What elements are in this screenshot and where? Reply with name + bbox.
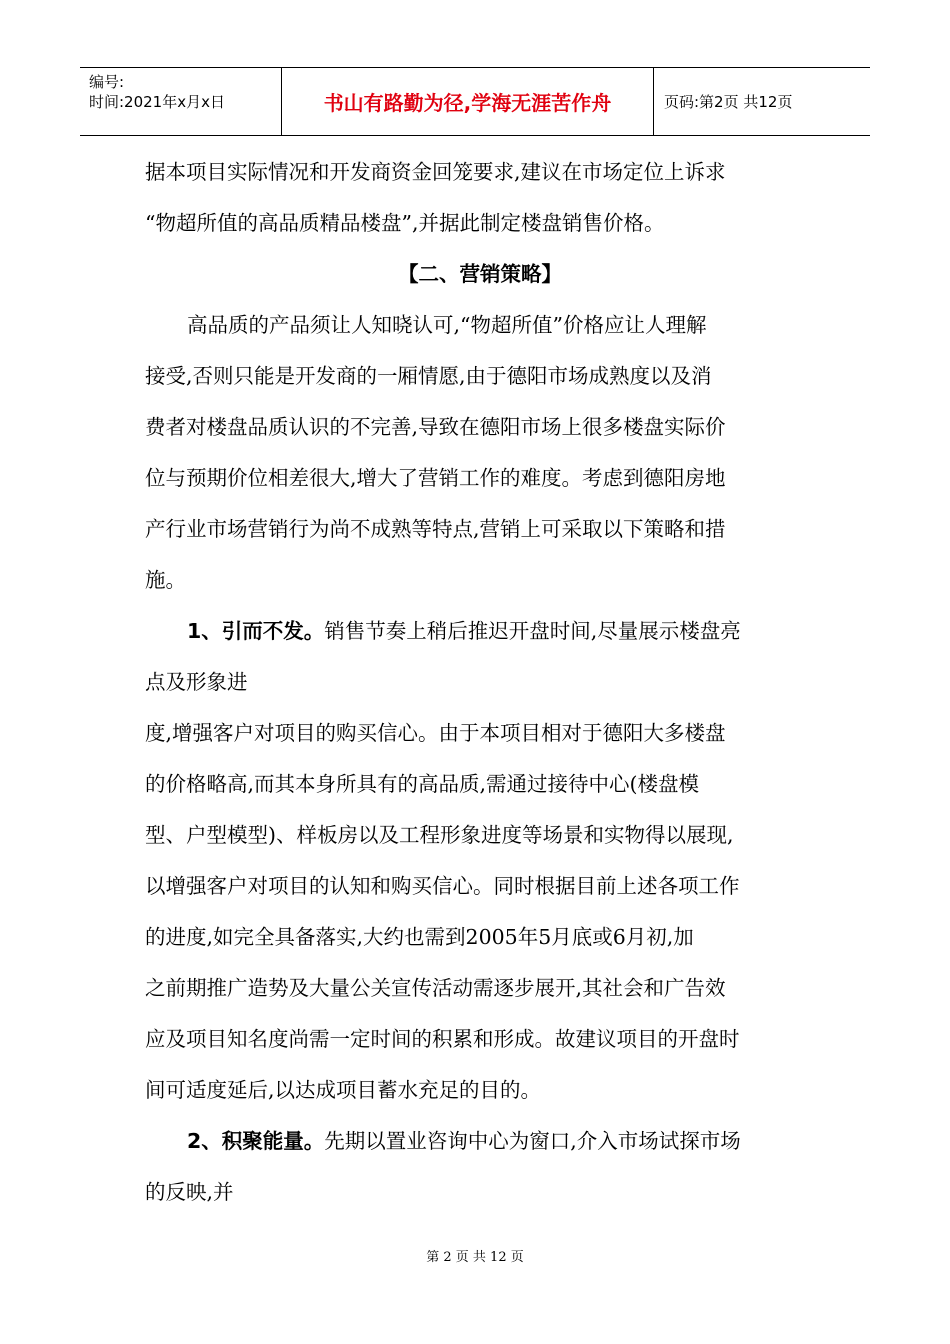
document-body — [145, 147, 815, 1218]
header-page-info: 页码:第2页 共12页 — [664, 93, 793, 111]
paragraph-line: 的反映,并 — [145, 1180, 234, 1204]
page-header — [80, 67, 870, 136]
paragraph-line: 据本项目实际情况和开发商资金回笼要求,建议在市场定位上诉求 — [145, 160, 726, 184]
item-text: 先期以置业咨询中心为窗口,介入市场试探市场 — [324, 1129, 741, 1153]
paragraph-line — [145, 606, 815, 657]
paragraph-line — [145, 1116, 815, 1167]
header-motto: 书山有路勤为径,学海无涯苦作舟 — [281, 68, 654, 135]
paragraph-line: 的价格略高,而其本身所具有的高品质,需通过接待中心(楼盘模 — [145, 772, 700, 796]
paragraph-line: 费者对楼盘品质认识的不完善,导致在德阳市场上很多楼盘实际价 — [145, 415, 726, 439]
paragraph-line: 高品质的产品须让人知晓认可,“物超所值”价格应让人理解 — [187, 313, 707, 337]
paragraph-line: 点及形象进 — [145, 670, 248, 694]
paragraph-line: 型、户型模型)、样板房以及工程形象进度等场景和实物得以展现, — [145, 823, 734, 847]
paragraph-line: 位与预期价位相差很大,增大了营销工作的难度。考虑到德阳房地 — [145, 466, 726, 490]
paragraph-line: 的进度,如完全具备落实,大约也需到2005年5月底或6月初,加 — [145, 925, 694, 949]
paragraph-line: 施。 — [145, 568, 186, 592]
item-heading: 2、积聚能量。 — [187, 1129, 325, 1153]
item-heading: 1、引而不发。 — [187, 619, 325, 643]
document-time-label: 时间:2021年x月x日 — [89, 93, 225, 111]
paragraph-line: 之前期推广造势及大量公关宣传活动需逐步展开,其社会和广告效 — [145, 976, 726, 1000]
paragraph-line: 度,增强客户对项目的购买信心。由于本项目相对于德阳大多楼盘 — [145, 721, 726, 745]
paragraph-line: 间可适度延后,以达成项目蓄水充足的目的。 — [145, 1078, 542, 1102]
paragraph-line: 接受,否则只能是开发商的一厢情愿,由于德阳市场成熟度以及消 — [145, 364, 712, 388]
paragraph-line: “物超所值的高品质精品楼盘”,并据此制定楼盘销售价格。 — [145, 211, 665, 235]
paragraph-line: 以增强客户对项目的认知和购买信心。同时根据目前上述各项工作 — [145, 874, 740, 898]
section-heading: 【二、营销策略】 — [398, 262, 562, 286]
document-number-label: 编号: — [89, 73, 125, 91]
paragraph-line: 产行业市场营销行为尚不成熟等特点,营销上可采取以下策略和措 — [145, 517, 726, 541]
paragraph-line: 应及项目知名度尚需一定时间的积累和形成。故建议项目的开盘时 — [145, 1027, 740, 1051]
page-footer: 第 2 页 共 12 页 — [426, 1250, 524, 1265]
header-meta — [80, 68, 281, 135]
item-text: 销售节奏上稍后推迟开盘时间,尽量展示楼盘亮 — [324, 619, 741, 643]
